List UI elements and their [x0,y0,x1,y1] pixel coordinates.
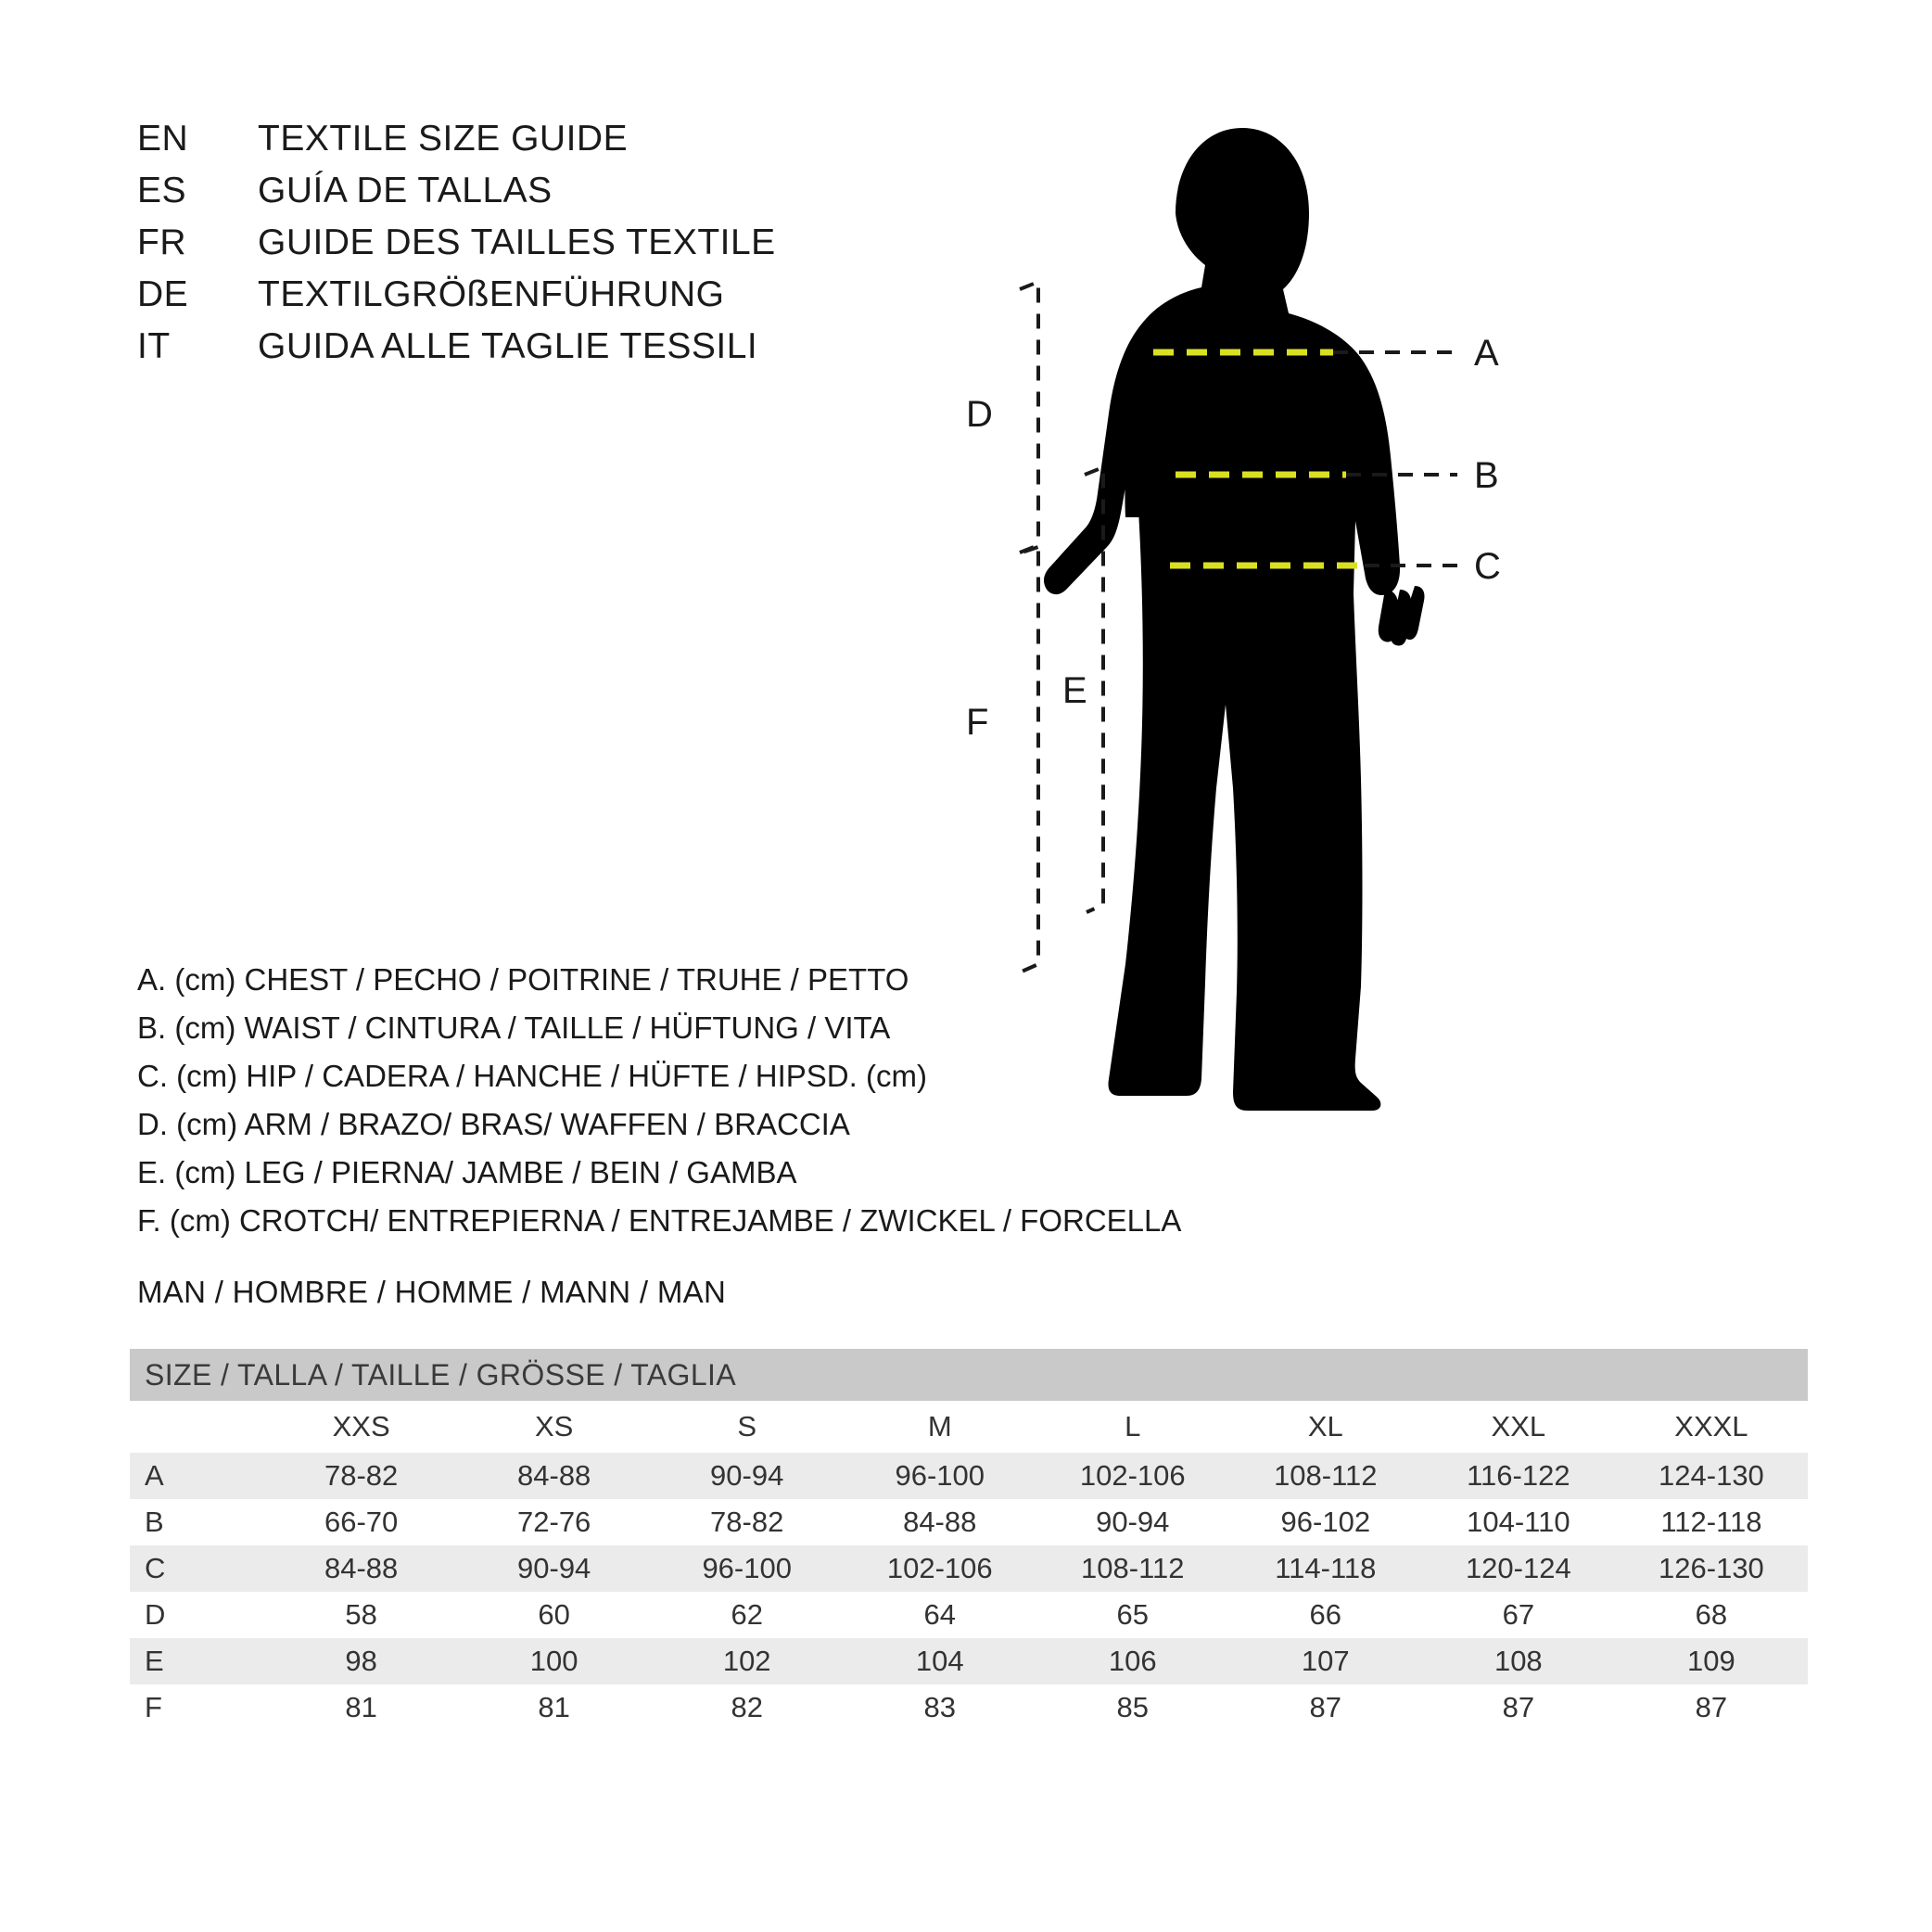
language-title-de: TEXTILGRÖßENFÜHRUNG [258,274,725,314]
table-col-xxs: XXS [265,1401,458,1453]
cell-d-xxl: 67 [1422,1592,1615,1638]
cell-a-xs: 84-88 [458,1453,651,1499]
cell-a-xxl: 116-122 [1422,1453,1615,1499]
legend-item-e: E. (cm) LEG / PIERNA/ JAMBE / BEIN / GAMBA [137,1155,797,1189]
cell-d-m: 64 [844,1592,1036,1638]
language-row-fr [137,222,972,274]
cell-b-m: 84-88 [844,1499,1036,1545]
cell-e-m: 104 [844,1638,1036,1684]
cell-c-xs: 90-94 [458,1545,651,1592]
language-title-en: TEXTILE SIZE GUIDE [258,119,629,159]
language-code-fr: FR [137,222,186,262]
table-col-s: S [651,1401,844,1453]
cell-e-xs: 100 [458,1638,651,1684]
language-title-it: GUIDA ALLE TAGLIE TESSILI [258,326,758,366]
table-row [130,1499,1808,1545]
cell-b-xxl: 104-110 [1422,1499,1615,1545]
body-measurement-diagram [966,74,1873,1224]
cell-b-xxxl: 112-118 [1615,1499,1808,1545]
diagram-label-d: D [966,394,993,435]
cell-d-xxs: 58 [265,1592,458,1638]
language-row-de [137,274,972,326]
language-code-de: DE [137,274,189,314]
table-col-m: M [844,1401,1036,1453]
table-col-xs: XS [458,1401,651,1453]
table-col-xxl: XXL [1422,1401,1615,1453]
diagram-label-e: E [1062,670,1087,711]
cell-e-xxxl: 109 [1615,1638,1808,1684]
cell-b-xl: 96-102 [1229,1499,1422,1545]
table-col-xl: XL [1229,1401,1422,1453]
table-rowhead-b: B [130,1499,265,1545]
cell-f-xl: 87 [1229,1684,1422,1731]
table-col-xxxl: XXXL [1615,1401,1808,1453]
cell-c-s: 96-100 [651,1545,844,1592]
cell-d-xs: 60 [458,1592,651,1638]
diagram-label-a: A [1474,333,1499,374]
language-title-es: GUÍA DE TALLAS [258,171,553,210]
cell-d-l: 65 [1036,1592,1229,1638]
cell-a-xl: 108-112 [1229,1453,1422,1499]
cell-f-l: 85 [1036,1684,1229,1731]
table-row [130,1684,1808,1731]
cell-e-xl: 107 [1229,1638,1422,1684]
cell-b-xxs: 66-70 [265,1499,458,1545]
dimension-line-d [1020,282,1038,553]
cell-c-m: 102-106 [844,1545,1036,1592]
cell-c-xxxl: 126-130 [1615,1545,1808,1592]
table-rowhead-d: D [130,1592,265,1638]
table-rowhead-a: A [130,1453,265,1499]
language-row-es [137,171,972,222]
size-table [130,1349,1808,1731]
cell-a-s: 90-94 [651,1453,844,1499]
cell-e-l: 106 [1036,1638,1229,1684]
cell-d-s: 62 [651,1592,844,1638]
male-silhouette-icon [1044,128,1425,1111]
cell-b-l: 90-94 [1036,1499,1229,1545]
table-rowhead-e: E [130,1638,265,1684]
cell-c-xxs: 84-88 [265,1545,458,1592]
dimension-line-f [1020,545,1038,972]
cell-f-xs: 81 [458,1684,651,1731]
legend-item-d: D. (cm) ARM / BRAZO/ BRAS/ WAFFEN / BRACCIA [137,1107,850,1141]
table-band-title-row [130,1349,1808,1401]
table-rowhead-c: C [130,1545,265,1592]
table-band-title: SIZE / TALLA / TAILLE / GRÖSSE / TAGLIA [130,1349,1808,1401]
legend-item-b: B. (cm) WAIST / CINTURA / TAILLE / HÜFTUNG / VITA [137,1010,891,1045]
gender-label: MAN / HOMBRE / HOMME / MANN / MAN [137,1275,727,1309]
table-row [130,1545,1808,1592]
diagram-label-b: B [1474,455,1499,496]
cell-d-xl: 66 [1229,1592,1422,1638]
cell-c-l: 108-112 [1036,1545,1229,1592]
table-row [130,1638,1808,1684]
cell-b-s: 78-82 [651,1499,844,1545]
cell-f-xxxl: 87 [1615,1684,1808,1731]
dimension-lines-group [1020,282,1103,972]
language-row-en [137,119,972,171]
cell-c-xl: 114-118 [1229,1545,1422,1592]
legend-item-a: A. (cm) CHEST / PECHO / POITRINE / TRUHE / PETTO [137,962,909,997]
table-row [130,1592,1808,1638]
language-row-it [137,326,972,378]
legend-item-f: F. (cm) CROTCH/ ENTREPIERNA / ENTREJAMBE / ZWICKEL / FORCELLA [137,1203,1182,1238]
cell-f-s: 82 [651,1684,844,1731]
table-col-l: L [1036,1401,1229,1453]
language-title-fr: GUIDE DES TAILLES TEXTILE [258,222,776,262]
diagram-label-c: C [1474,546,1501,587]
table-rowhead-f: F [130,1684,265,1731]
table-header-row [130,1401,1808,1453]
language-title-block [137,119,972,378]
cell-a-l: 102-106 [1036,1453,1229,1499]
cell-f-xxl: 87 [1422,1684,1615,1731]
language-code-es: ES [137,171,187,210]
legend-item-c: C. (cm) HIP / CADERA / HANCHE / HÜFTE / HIPSD. (cm) [137,1059,927,1093]
cell-c-xxl: 120-124 [1422,1545,1615,1592]
cell-e-xxl: 108 [1422,1638,1615,1684]
cell-f-m: 83 [844,1684,1036,1731]
table-row [130,1453,1808,1499]
cell-b-xs: 72-76 [458,1499,651,1545]
cell-f-xxs: 81 [265,1684,458,1731]
cell-d-xxxl: 68 [1615,1592,1808,1638]
language-code-en: EN [137,119,189,159]
cell-a-m: 96-100 [844,1453,1036,1499]
diagram-label-f: F [966,702,989,743]
cell-a-xxxl: 124-130 [1615,1453,1808,1499]
cell-e-xxs: 98 [265,1638,458,1684]
cell-a-xxs: 78-82 [265,1453,458,1499]
table-header-corner [130,1401,265,1453]
language-code-it: IT [137,326,171,366]
cell-e-s: 102 [651,1638,844,1684]
